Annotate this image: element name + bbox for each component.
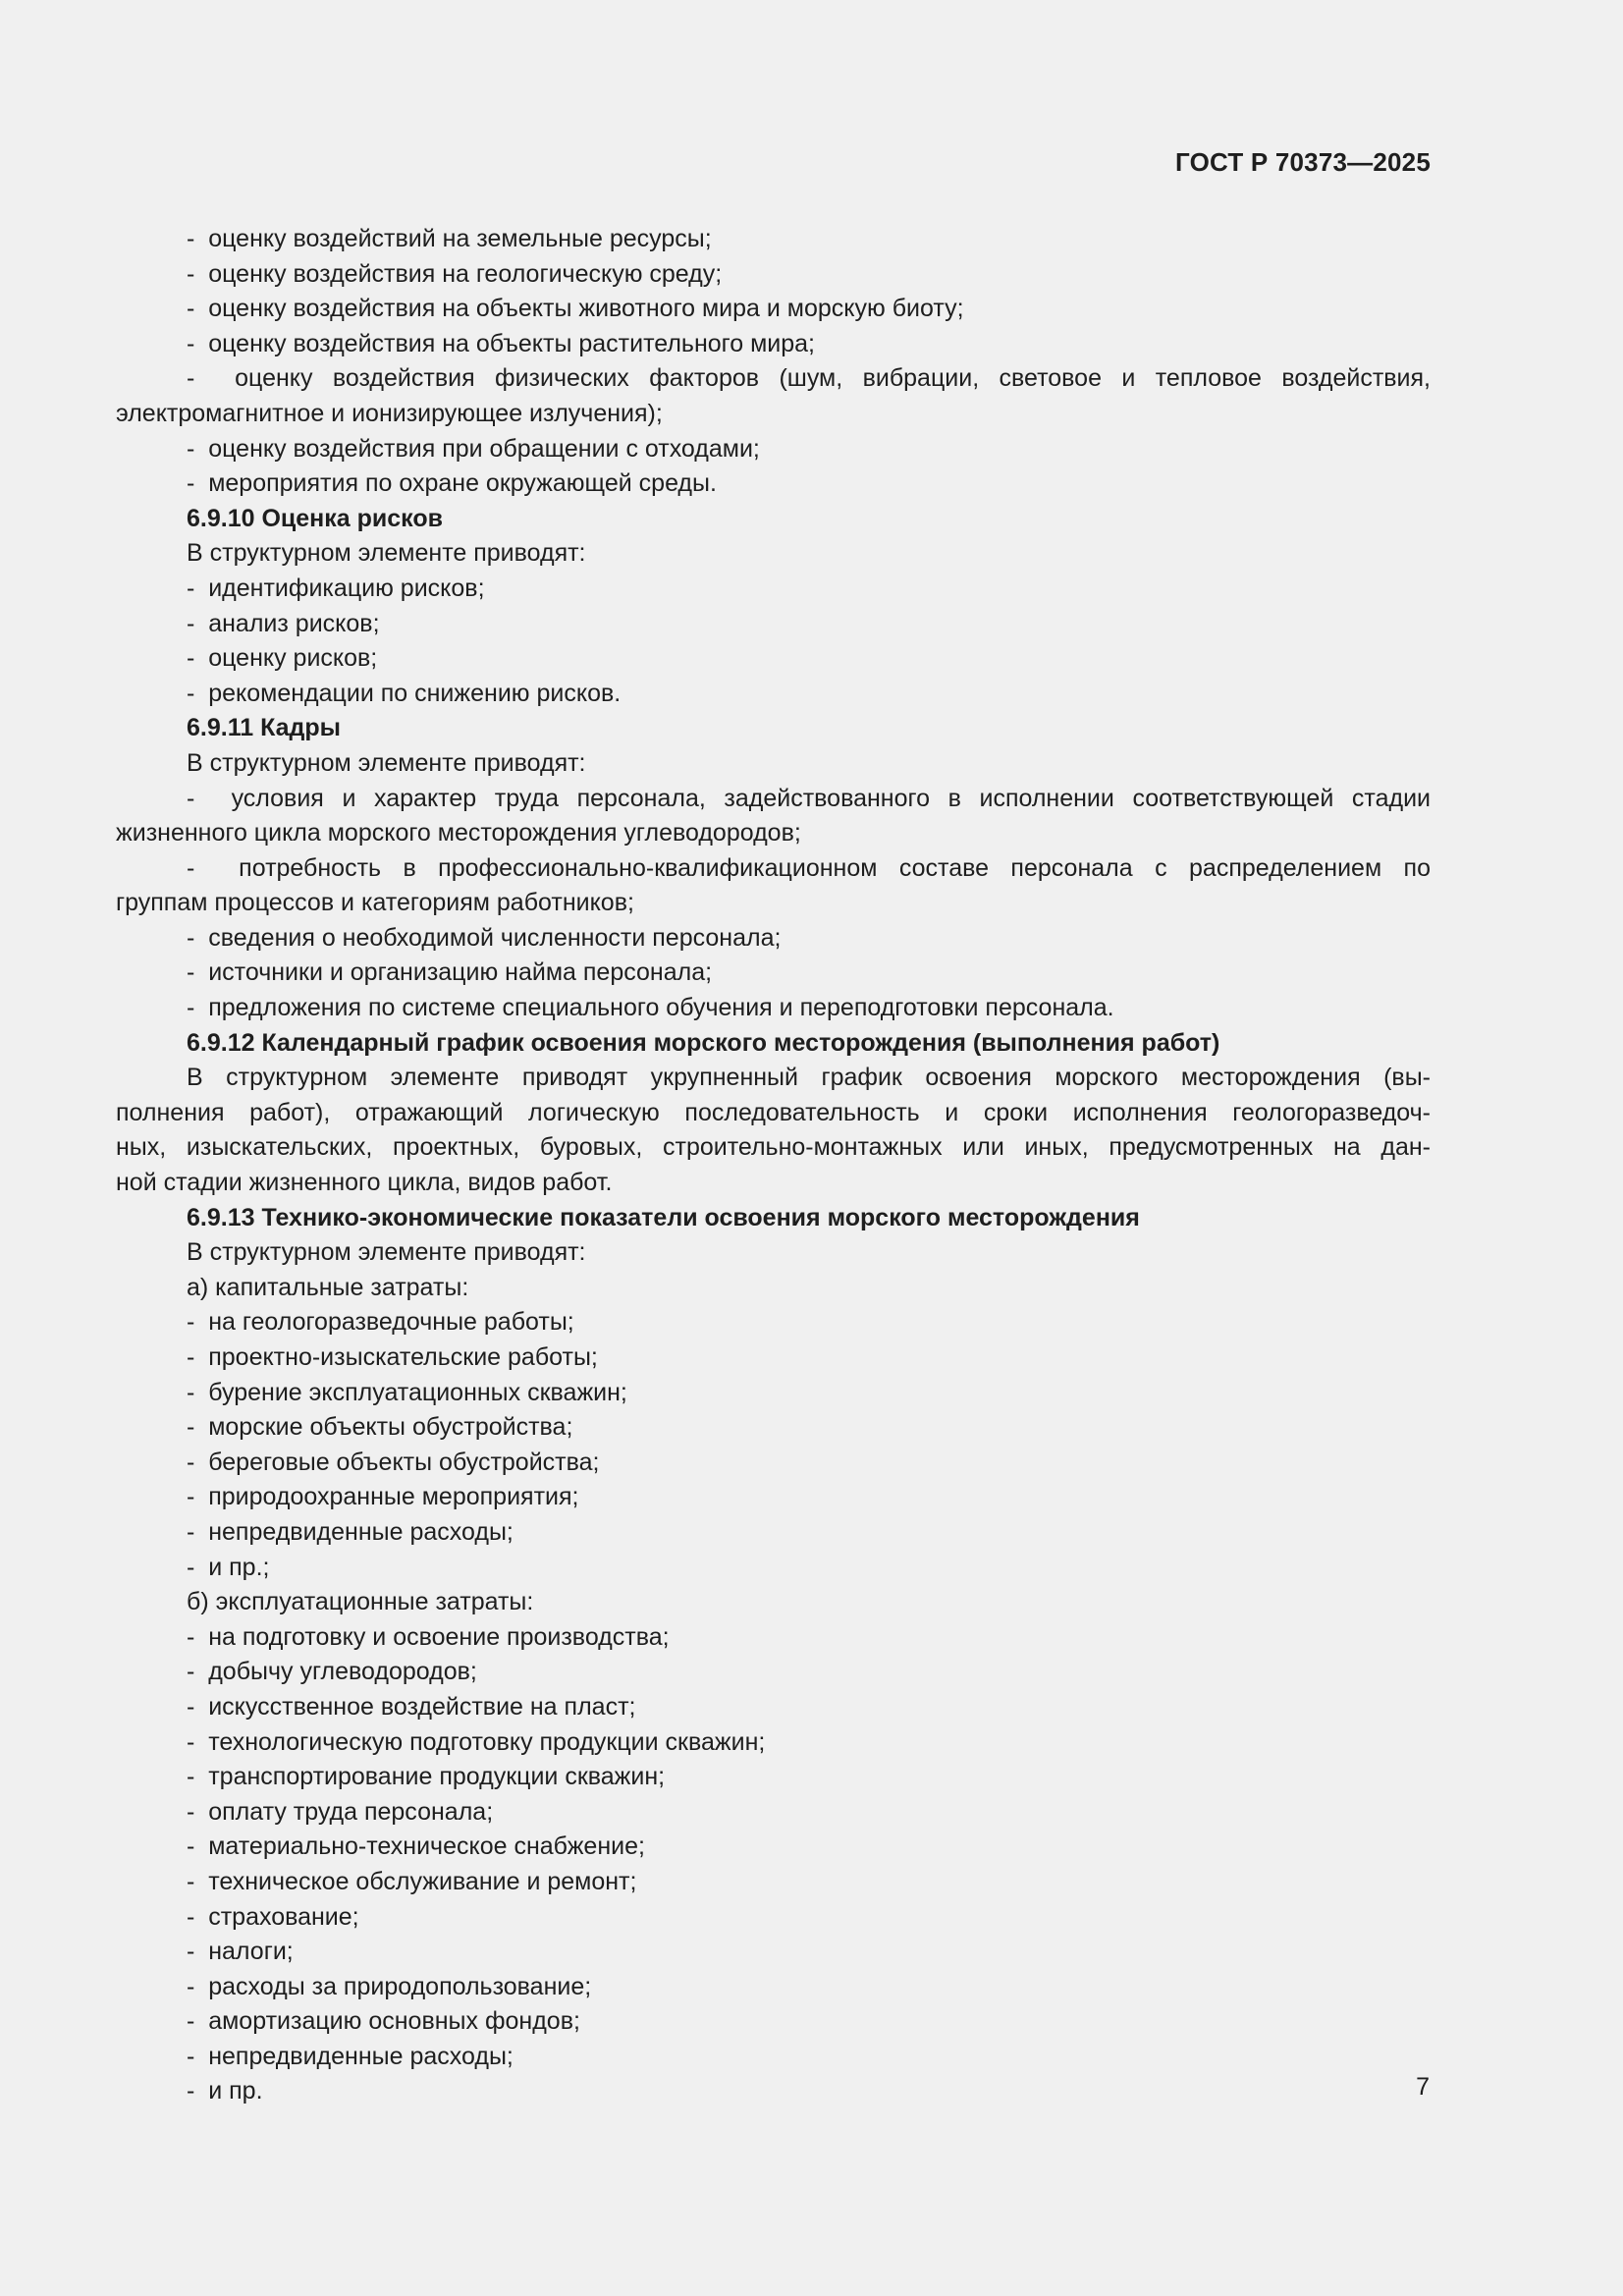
list-item: - и пр.; (116, 1551, 1431, 1586)
list-item: - оценку воздействия на геологическую среду; (116, 257, 1431, 293)
list-item: - оценку воздействия на объекты растительного мира; (116, 327, 1431, 362)
list-item: - на геологоразведочные работы; (116, 1305, 1431, 1340)
section-heading: 6.9.12 Календарный график освоения морского месторождения (выполнения работ) (187, 1028, 1220, 1057)
paragraph: В структурном элементе приводят: (187, 748, 586, 777)
list-item: - морские объекты обустройства; (116, 1410, 1431, 1446)
list-item: - непредвиденные расходы; (116, 1515, 1431, 1551)
list-item: - анализ рисков; (116, 607, 1431, 642)
list-item: - оценку рисков; (116, 641, 1431, 677)
list-item: - береговые объекты обустройства; (116, 1446, 1431, 1481)
list-item: - непредвиденные расходы; (116, 2040, 1431, 2075)
list-item: - материально-техническое снабжение; (116, 1830, 1431, 1865)
list-item: - сведения о необходимой численности персонала; (116, 921, 1431, 957)
paragraph-line: полнения работ), отражающий логическую последовательность и сроки исполнения геологоразведоч- (116, 1098, 1431, 1126)
list-item: - транспортирование продукции скважин; (116, 1760, 1431, 1795)
list-item: - техническое обслуживание и ремонт; (116, 1865, 1431, 1900)
list-item-continuation: группам процессов и категориям работников; (116, 889, 634, 917)
list-item: - источники и организацию найма персонала; (116, 956, 1431, 991)
paragraph: В структурном элементе приводят: (187, 1238, 586, 1267)
list-item: - оценку воздействия при обращении с отходами; (116, 432, 1431, 467)
list-item: - рекомендации по снижению рисков. (116, 677, 1431, 712)
list-item: - проектно-изыскательские работы; (116, 1340, 1431, 1376)
list-item: - страхование; (116, 1900, 1431, 1936)
list-item: - идентификацию рисков; (116, 572, 1431, 607)
document-code-header: ГОСТ Р 70373—2025 (1175, 147, 1431, 177)
paragraph-line: ной стадии жизненного цикла, видов работ. (116, 1169, 613, 1197)
list-item: - мероприятия по охране окружающей среды. (116, 466, 1431, 502)
section-heading: 6.9.13 Технико-экономические показатели освоения морского месторождения (187, 1203, 1140, 1231)
list-item: - оценку воздействия физических факторов (шум, вибрации, световое и тепловое воздействия, (116, 361, 1431, 397)
section-heading: 6.9.10 Оценка рисков (187, 504, 443, 532)
list-item: - потребность в профессионально-квалификационном составе персонала с распределением по (116, 851, 1431, 887)
page-number: 7 (1416, 2073, 1430, 2101)
document-body (116, 222, 1431, 2109)
list-item: - оценку воздействия на объекты животного мира и морскую биоту; (116, 292, 1431, 327)
list-item: - и пр. (116, 2074, 1431, 2109)
paragraph: В структурном элементе приводят: (187, 539, 586, 568)
paragraph-line: В структурном элементе приводят укрупненный график освоения морского месторождения (вы- (187, 1064, 1431, 1092)
list-item-continuation: жизненного цикла морского месторождения углеводородов; (116, 819, 801, 847)
list-item: - добычу углеводородов; (116, 1655, 1431, 1690)
list-item: - оценку воздействий на земельные ресурсы; (116, 222, 1431, 257)
list-item: - расходы за природопользование; (116, 1970, 1431, 2005)
list-item: - оплату труда персонала; (116, 1795, 1431, 1831)
list-item: - природоохранные мероприятия; (116, 1480, 1431, 1515)
list-item: - предложения по системе специального обучения и переподготовки персонала. (116, 991, 1431, 1026)
sublist-heading: а) капитальные затраты: (187, 1273, 469, 1301)
section-heading: 6.9.11 Кадры (187, 714, 342, 742)
sublist-heading: б) эксплуатационные затраты: (187, 1588, 534, 1616)
list-item: - технологическую подготовку продукции скважин; (116, 1725, 1431, 1761)
list-item: - налоги; (116, 1935, 1431, 1970)
paragraph-line: ных, изыскательских, проектных, буровых, строительно-монтажных или иных, предусмотренных на дан- (116, 1133, 1431, 1162)
list-item: - условия и характер труда персонала, задействованного в исполнении соответствующей стадии (116, 782, 1431, 817)
list-item: - на подготовку и освоение производства; (116, 1620, 1431, 1656)
list-item: - искусственное воздействие на пласт; (116, 1690, 1431, 1725)
list-item-continuation: электромагнитное и ионизирующее излучения); (116, 399, 663, 427)
list-item: - амортизацию основных фондов; (116, 2004, 1431, 2040)
list-item: - бурение эксплуатационных скважин; (116, 1376, 1431, 1411)
